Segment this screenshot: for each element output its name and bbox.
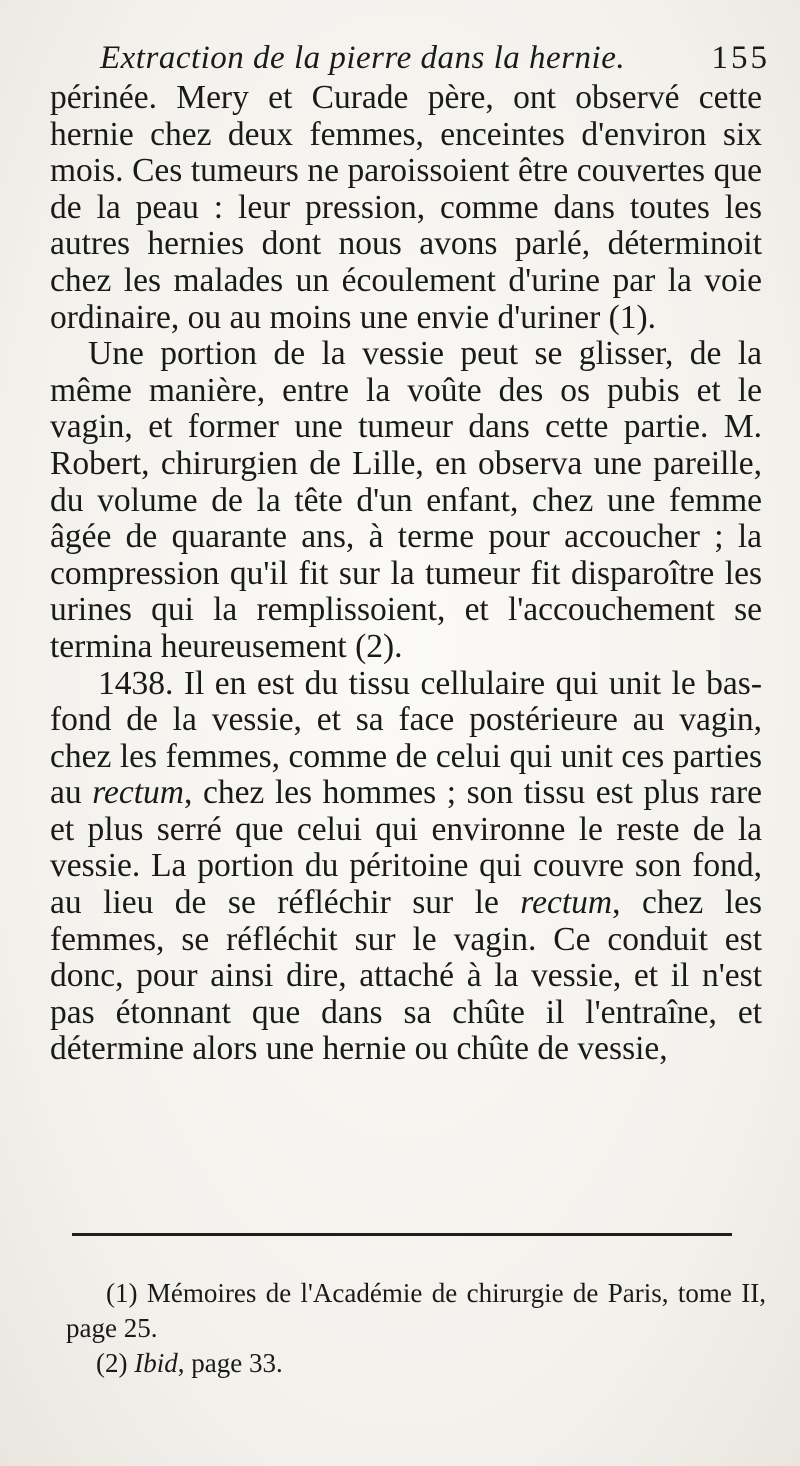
footnote-2-ibid: Ibid bbox=[134, 1348, 178, 1378]
paragraph-1438-part-c: , chez les femmes, se réfléchit sur le vagin. Ce conduit est donc, pour ainsi dire, attaché à la vessie, et il n'est pas étonnant que dans sa chûte il l'entraîne, et détermine alors une hernie ou chûte de vessie, bbox=[50, 884, 762, 1068]
footnote-1: (1) Mémoires de l'Académie de chirurgie de Paris, tome II, page 25. bbox=[66, 1278, 766, 1343]
rectum-italic-2: rectum bbox=[520, 884, 613, 922]
footnote-2-mark: (2) bbox=[96, 1348, 128, 1378]
body-text bbox=[50, 80, 762, 1068]
rectum-italic-1: rectum bbox=[92, 774, 184, 812]
page-number: 155 bbox=[711, 40, 770, 76]
paragraph-vessie-vagin: Une portion de la vessie peut se glisser, de la même manière, entre la voûte des os pubis et le vagin, et former une tumeur dans cette partie. M. Robert, chirurgien de Lille, en observa une pareille, du volume de la tête d'un enfant, chez une femme âgée de quarante ans, à terme pour accoucher ; la compression qu'il fit sur la tumeur fit disparoître les urines qui la remplissoient, et l'accouchement se termina heureusement (2). bbox=[50, 335, 762, 665]
paragraph-1438-part-b: , chez les hommes ; son tissu est plus rare et plus serré que celui qui environne le reste de la vessie. La portion du péritoine qui couvre son fond, au lieu de se réfléchir sur le bbox=[50, 774, 763, 922]
paragraph-1438 bbox=[50, 666, 762, 1069]
footnote-2 bbox=[66, 1346, 766, 1381]
running-head bbox=[100, 40, 770, 84]
footnote-2-page: , page 33. bbox=[177, 1348, 283, 1378]
footnote-rule bbox=[72, 1233, 732, 1236]
footnotes bbox=[66, 1276, 766, 1381]
paragraph-1438-part-a: 1438. Il en est du tissu cellulaire qui unit le bas-fond de la vessie, et sa face postérieure au vagin, chez les femmes, comme de celui qui unit ces parties au bbox=[50, 664, 762, 812]
paragraph-continuation: périnée. Mery et Curade père, ont observé cette hernie chez deux femmes, enceintes d'environ six mois. Ces tumeurs ne paroissoient être couvertes que de la peau : leur pression, comme dans toutes les autres hernies dont nous avons parlé, déterminoit chez les malades un écoulement d'urine par la voie ordinaire, ou au moins une envie d'uriner (1). bbox=[50, 79, 762, 336]
running-head-title: Extraction de la pierre dans la hernie. bbox=[100, 40, 626, 76]
